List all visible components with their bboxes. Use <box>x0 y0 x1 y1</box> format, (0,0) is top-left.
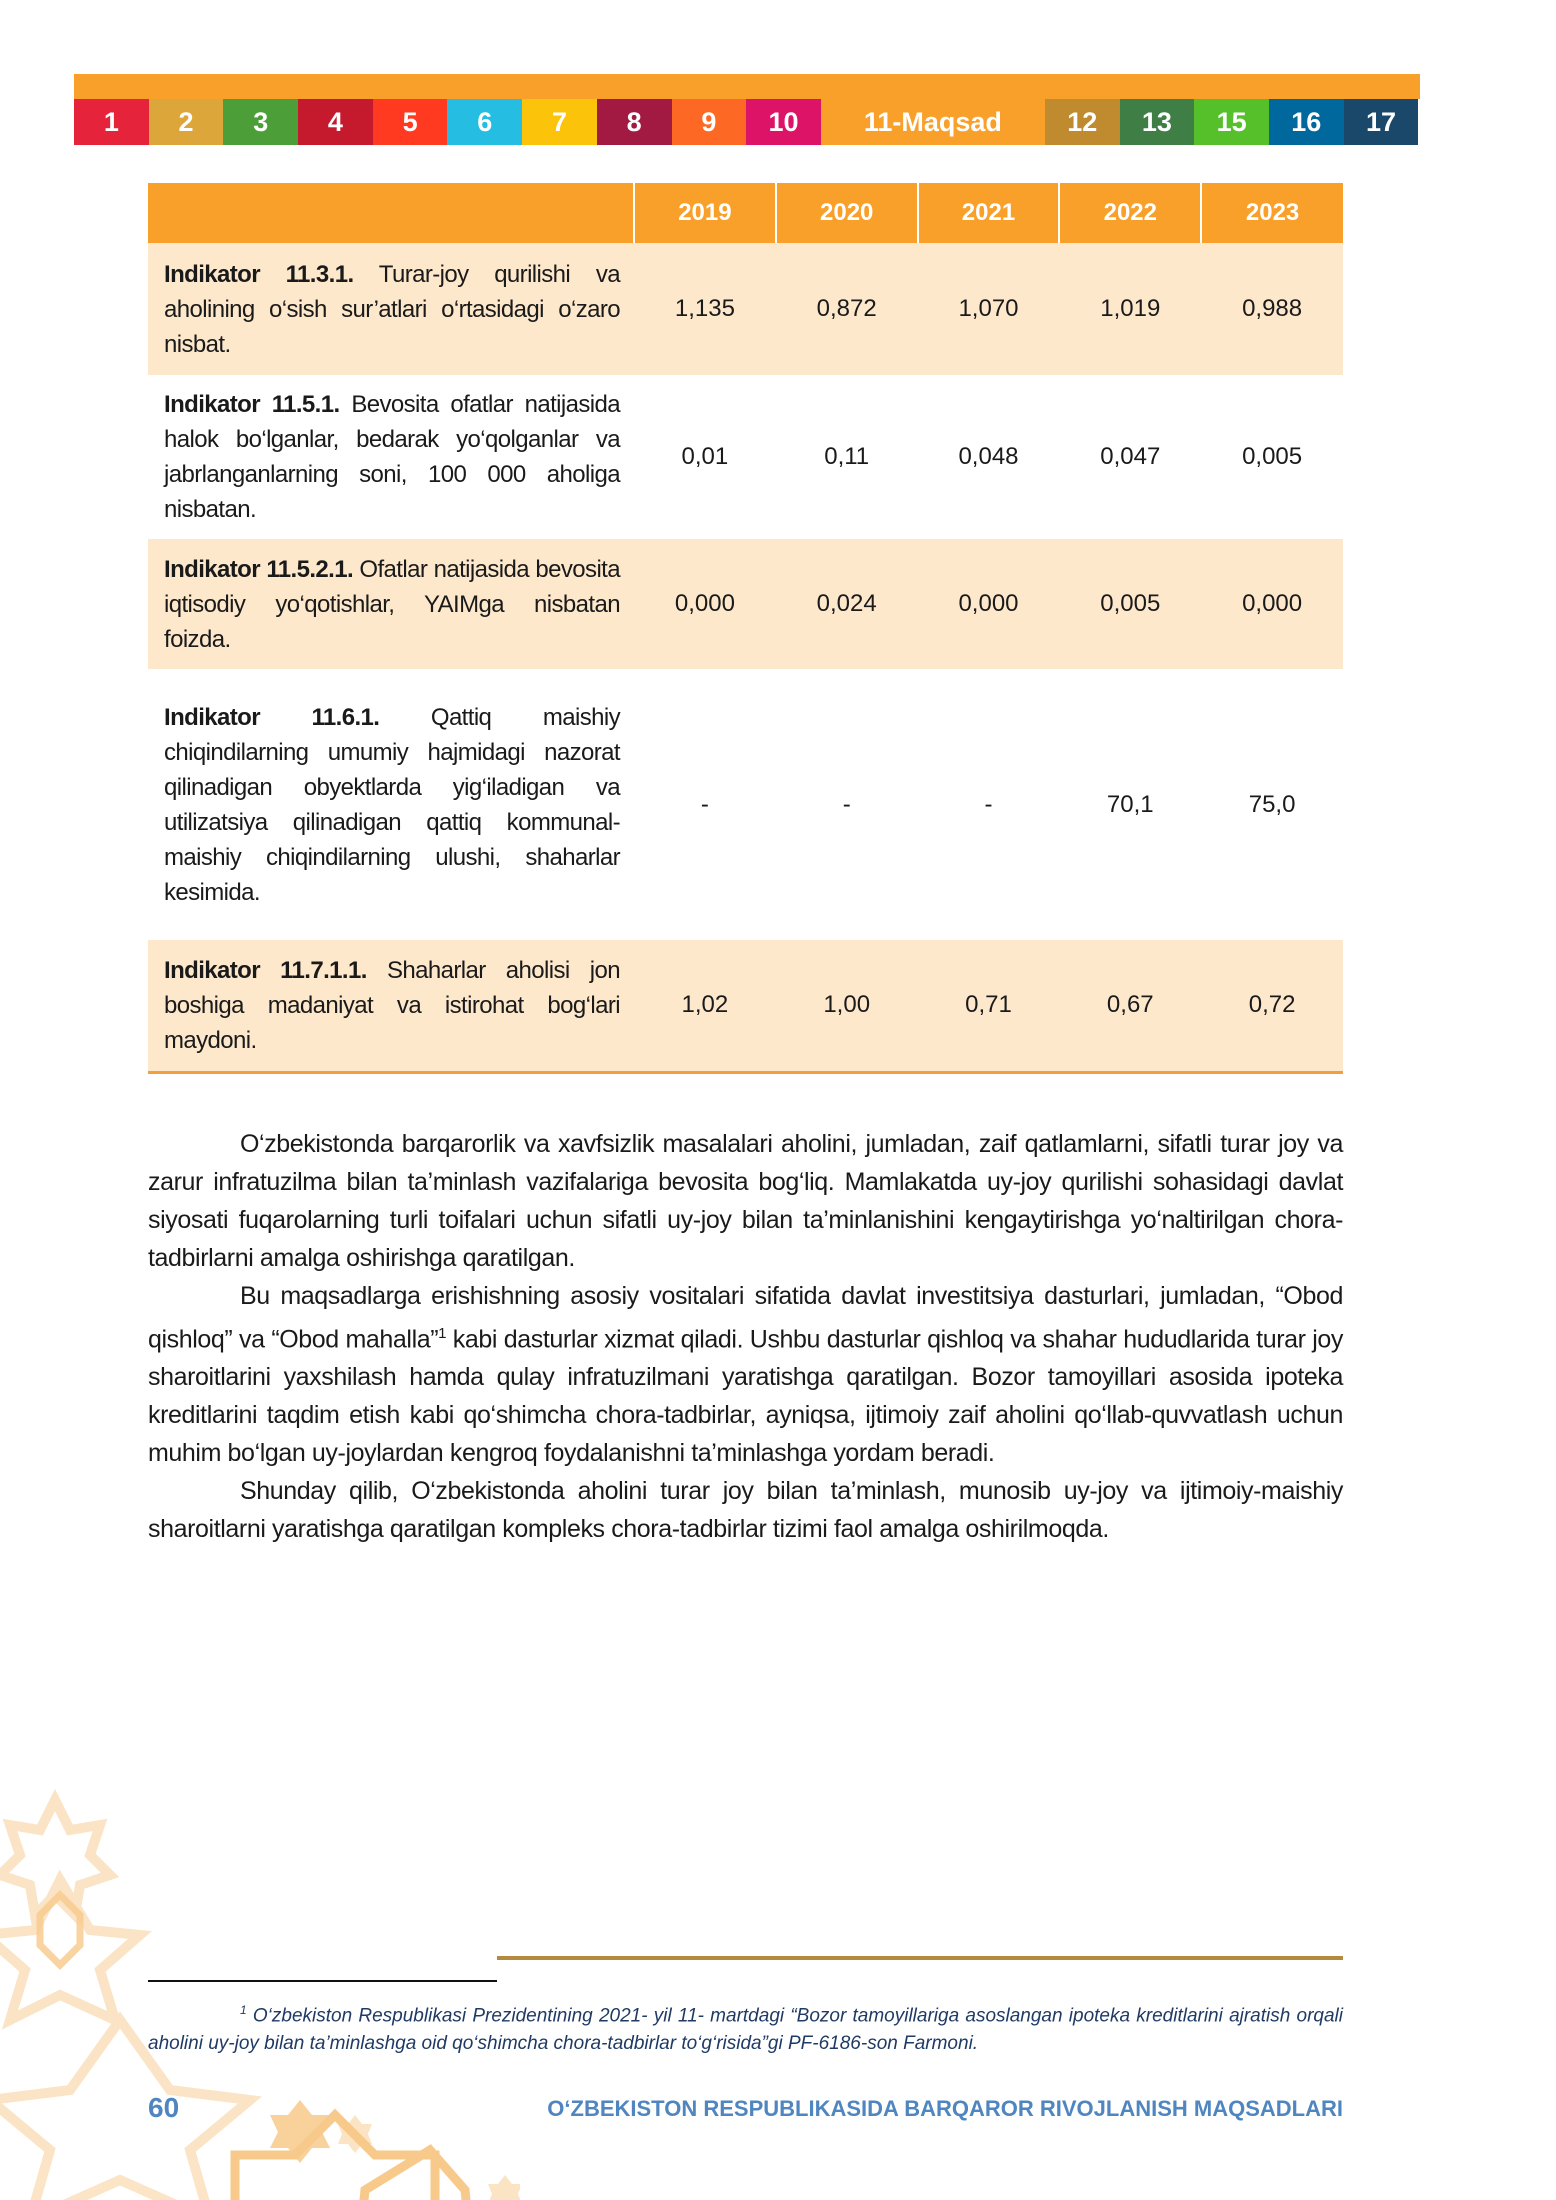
header-year: 2020 <box>776 183 918 243</box>
paragraph-3: Shunday qilib, O‘zbekistonda aholini turar joy bilan ta’minlash, munosib uy-joy va ijtimoiy-maishiy sharoitlarni yaratishga qaratilgan kompleks chora-tadbirlar tizimi faol amalga oshirilmoqda. <box>148 1477 1343 1544</box>
indicator-value: 0,72 <box>1201 940 1343 1072</box>
sdg-tile: 17 <box>1344 99 1419 145</box>
table-row <box>148 940 1343 1072</box>
indicator-value: 0,048 <box>958 443 1019 470</box>
paragraph-2 <box>148 1277 1343 1472</box>
table-row <box>148 243 1343 375</box>
footnote-mark: 1 <box>240 2003 247 2017</box>
indicator-code: Indikator 11.3.1. <box>164 260 354 288</box>
gold-divider <box>497 1956 1343 1960</box>
paragraph-1: O‘zbekistonda barqarorlik va xavfsizlik masalalari aholini, jumladan, zaif qatlamlarni, sifatli turar joy va zarur infratuzilma bilan ta’minlash vazifalariga bevosita bog‘liq. Mamlakatda uy-joy qurilishi sohasidagi davlat siyosati fuqarolarning turli toifalari uchun sifatli uy-joy bilan ta’minlanishini kengaytirishga yo‘naltirilgan chora-tadbirlarni amalga oshirishga qaratilgan. <box>148 1130 1343 1272</box>
indicator-value: 0,024 <box>776 539 918 669</box>
indicator-value: 0,000 <box>918 539 1060 669</box>
indicator-description: Ofatlar natijasida bevosita iqtisodiy yo‘qotishlar, YAIMga nisbatan foizda. <box>164 555 620 653</box>
sdg-tile: 11-Maqsad <box>821 99 1045 145</box>
table-row <box>148 375 1343 539</box>
indicator-label <box>148 669 634 940</box>
table-row <box>148 669 1343 940</box>
paragraph-2-part: kabi dasturlar xizmat qiladi. Ushbu dasturlar qishloq va shahar hududlarida turar joy sharoitlarini yaxshilash hamda qulay infratuzilmani yaratishga qaratilgan. Bozor tamoyillari asosida ipoteka kreditlarini taqdim etish kabi qo‘shimcha chora-tadbirlar, ayniqsa, ijtimoiy zaif aholini qo‘llab-quvvatlash uchun muhim bo‘lgan uy-joylardan kengroq foydalanishni ta’minlashga yordam beradi. <box>148 1325 1343 1468</box>
sdg-goal-tiles <box>74 99 1418 145</box>
sdg-tile: 2 <box>149 99 224 145</box>
indicator-value: - <box>984 790 993 818</box>
sdg-tile: 10 <box>746 99 821 145</box>
sdg-tile: 5 <box>373 99 448 145</box>
indicator-value: 0,872 <box>776 243 918 375</box>
indicator-code: Indikator 11.5.2.1. <box>164 555 354 583</box>
indicator-value: 1,00 <box>776 940 918 1072</box>
sdg-tile: 13 <box>1120 99 1195 145</box>
indicator-value: 0,005 <box>1242 443 1303 470</box>
header-blank <box>148 183 634 243</box>
body-text <box>148 1125 1343 1548</box>
header-year: 2023 <box>1201 183 1343 243</box>
indicator-value: 1,135 <box>634 243 776 375</box>
sdg-tile: 7 <box>522 99 597 145</box>
paragraph-2-part: Bu maqsadlarga erishishning asosiy vositalari sifatida davlat investitsiya dasturlari, jumladan, “Obod qishloq” va “Obod mahalla” <box>148 1282 1343 1354</box>
indicator-label <box>148 243 634 375</box>
footer-title: O‘ZBEKISTON RESPUBLIKASIDA BARQAROR RIVOJLANISH MAQSADLARI <box>547 2096 1343 2121</box>
sdg-tile: 3 <box>223 99 298 145</box>
header-year: 2019 <box>634 183 776 243</box>
indicator-value: 0,71 <box>918 940 1060 1072</box>
indicator-code: Indikator 11.7.1.1. <box>164 956 367 984</box>
indicator-value: 70,1 <box>1106 790 1154 818</box>
indicator-value: 0,000 <box>1201 539 1343 669</box>
footnote-ref[interactable]: 1 <box>438 1325 447 1342</box>
indicator-table <box>148 183 1343 1074</box>
indicator-value: 1,070 <box>918 243 1060 375</box>
indicator-value: 0,988 <box>1201 243 1343 375</box>
indicator-code: Indikator 11.6.1. <box>164 703 380 731</box>
footnote-text: O‘zbekiston Respublikasi Prezidentining 2021- yil 11- martdagi “Bozor tamoyillariga asoslangan ipoteka kreditlarini ajratish orqali aholini uy-joy bilan ta’minlashga oid qo‘shimcha chora-tadbirlar to‘g‘risida”gi PF-6186-son Farmoni. <box>148 2005 1343 2055</box>
indicator-value: 1,019 <box>1059 243 1201 375</box>
indicator-description: Bevosita ofatlar natijasida halok bo‘lganlar, bedarak yo‘qolganlar va jabrlanganlarning soni, 100 000 aholiga nisbatan. <box>164 391 620 523</box>
indicator-label <box>148 539 634 669</box>
sdg-tile: 6 <box>447 99 522 145</box>
sdg-tile: 12 <box>1045 99 1120 145</box>
indicator-value: 0,005 <box>1059 539 1201 669</box>
sdg-tile: 4 <box>298 99 373 145</box>
indicator-value: 0,67 <box>1059 940 1201 1072</box>
indicator-value: 1,02 <box>634 940 776 1072</box>
indicator-value: 75,0 <box>1248 790 1296 818</box>
sdg-tile: 15 <box>1194 99 1269 145</box>
table-header-row <box>148 183 1343 243</box>
ornament-decoration-icon <box>0 1770 520 2200</box>
indicator-label <box>148 375 634 539</box>
indicator-value: - <box>842 790 851 818</box>
indicator-value: 0,01 <box>681 443 729 470</box>
header-year: 2022 <box>1059 183 1201 243</box>
indicator-description: Turar-joy qurilishi va aholining o‘sish sur’atlari o‘rtasidagi o‘zaro nisbat. <box>164 260 620 358</box>
indicator-value: 0,047 <box>1100 443 1161 470</box>
indicator-value: 0,11 <box>824 443 870 470</box>
table-row <box>148 539 1343 669</box>
indicator-label <box>148 940 634 1072</box>
indicator-description: Shaharlar aholisi jon boshiga madaniyat va istirohat bog‘lari maydoni. <box>164 956 620 1054</box>
sdg-header-bar <box>74 74 1420 99</box>
header-year: 2021 <box>918 183 1060 243</box>
page-number: 60 <box>148 2092 180 2123</box>
sdg-tile: 9 <box>672 99 747 145</box>
sdg-tile: 1 <box>74 99 149 145</box>
indicator-code: Indikator 11.5.1. <box>164 391 340 418</box>
indicator-description: Qattiq maishiy chiqindilarning umumiy hajmidagi nazorat qilinadigan obyektlarda yig‘iladigan va utilizatsiya qilinadigan qattiq kommunal-maishiy chiqindilarning ulushi, shaharlar kesimida. <box>164 703 620 906</box>
indicator-value: 0,000 <box>634 539 776 669</box>
sdg-tile: 16 <box>1269 99 1344 145</box>
sdg-tile: 8 <box>597 99 672 145</box>
indicator-value: - <box>700 790 709 818</box>
